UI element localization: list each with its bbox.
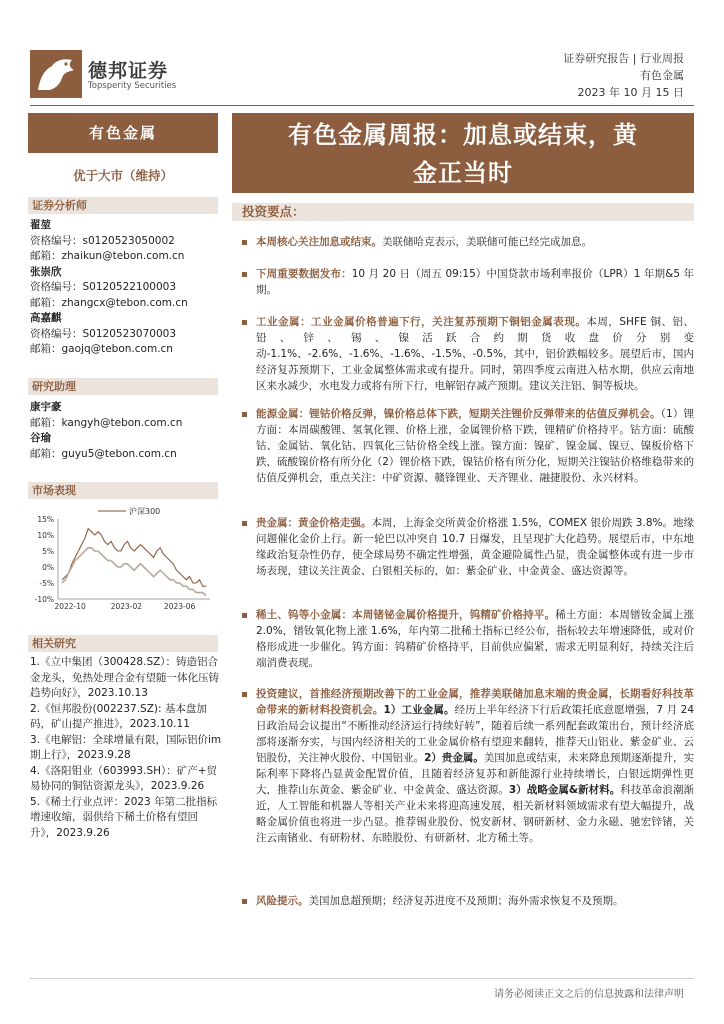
para-text: 本周，SHFE 铜、铝、铅、锌、锡、镍活跃合约期货收盘价分别变动-1.1%、-2.6%、-1.6%、-1.6%、-1.5%、-0.5%，其中，铝价跌幅较多。展望后市，国内经济复苏预期下，工业金属整体需求或有提升。同时，第四季度云南进入枯水期，供应云南地区来水减少，水电发力或将有所下行，电解铝存减产预期。建议关注铝、铜等板块。 bbox=[256, 316, 694, 392]
related-section-title: 相关研究 bbox=[28, 635, 218, 652]
related-item[interactable]: 2.《恒邦股份(002237.SZ): 基本盘加码，矿山提产推进》，2023.10.11 bbox=[30, 702, 207, 730]
para-lead: 下周重要数据发布： bbox=[256, 268, 352, 280]
para-text: 美联储哈克表示，美联储可能已经完成加息。 bbox=[382, 236, 592, 248]
analyst-email[interactable]: 邮箱：zhangcx@tebon.com.cn bbox=[30, 296, 188, 309]
para-minor-metals bbox=[242, 607, 694, 671]
title-line-1: 有色金属周报：加息或结束，黄 bbox=[288, 121, 638, 149]
industry-label: 有色金属 bbox=[28, 113, 218, 153]
para-sub-lead: 3）战略金属&新材料。 bbox=[508, 784, 621, 796]
assistant-email[interactable]: 邮箱：kangyh@tebon.com.cn bbox=[30, 416, 183, 429]
brand-name-en: Topsperity Securities bbox=[88, 81, 177, 91]
para-lead: 稀土、钨等小金属：本周锗铋金属价格提升，钨精矿价格持平。 bbox=[256, 609, 556, 621]
assistant-name: 康宇豪 bbox=[30, 401, 62, 413]
header-divider bbox=[30, 105, 694, 106]
assistant-list bbox=[30, 400, 218, 462]
legend-label: 沪深300 bbox=[129, 507, 161, 516]
para-lead: 贵金属：黄金价格走强。 bbox=[256, 517, 372, 529]
report-date: 2023 年 10 月 15 日 bbox=[577, 86, 684, 99]
analyst-cert: 资格编号：s0120523050002 bbox=[30, 234, 175, 247]
industry-rating: 优于大市（维持） bbox=[72, 168, 173, 183]
market-chart bbox=[28, 503, 218, 615]
report-industry: 有色金属 bbox=[640, 69, 684, 82]
para-text: 科技革命浪潮渐近，人工智能和机器人等相关产业未来将迎高速发展，相关新材料领域需求有望大幅提升，战略金属价值也将进一步凸显。推荐锡业股份、悦安新材、钢研新材、金力永磁、驰宏锌锗，关注云南锗业、有研粉材、东睦股份、有研新材、北方稀土等。 bbox=[256, 784, 695, 844]
related-item[interactable]: 4.《洛阳钼业（603993.SH）：矿产+贸易协同的铜钴资源龙头》，2023.9.26 bbox=[30, 764, 218, 792]
assistant-name: 谷瑜 bbox=[30, 432, 51, 444]
assistant-email[interactable]: 邮箱：guyu5@tebon.com.cn bbox=[30, 447, 177, 460]
para-lead: 工业金属：工业金属价格普遍下行，关注复苏预期下铜铝金属表现。 bbox=[256, 316, 587, 328]
investment-highlights-heading: 投资要点： bbox=[232, 203, 694, 221]
analyst-email[interactable]: 邮箱：gaojq@tebon.com.cn bbox=[30, 343, 173, 355]
para-energy-metals bbox=[242, 406, 694, 486]
report-meta bbox=[563, 50, 684, 101]
para-sub-lead: 2）贵金属。 bbox=[424, 752, 484, 764]
brand-logo bbox=[30, 50, 190, 100]
related-research-list bbox=[30, 655, 222, 841]
para-text: 稀土方面：本周镨钕金属上涨 2.0%，镨钕氧化物上涨 1.6%，年内第二批稀土指标已经公布，指标较去年增速降低，或对价格形成进一步催化。钨方面：钨精矿价格持平，目前供应偏紧，需求无明显利好，持续关注后端消费表现。 bbox=[256, 609, 694, 669]
para-text: 10 月 20 日（周五 09:15）中国贷款市场利率报价（LPR）1 年期&5 年期。 bbox=[256, 268, 694, 296]
analyst-section-title: 证券分析师 bbox=[28, 197, 218, 214]
related-item[interactable]: 5.《稀土行业点评：2023 年第二批指标增速收缩，弱供给下稀土价格有望回升》，2023.9.26 bbox=[30, 795, 218, 839]
analyst-email[interactable]: 邮箱：zhaikun@tebon.com.cn bbox=[30, 250, 185, 262]
series-line-hs300 bbox=[62, 548, 206, 596]
para-risk bbox=[242, 893, 694, 909]
para-precious-metals bbox=[242, 515, 694, 579]
para-lead: 投资建议，首推经济预期改善下的工业金属，推荐美联储加息末端的贵金属，长期看好科技革命带来的新材料投资机会。 bbox=[256, 688, 694, 716]
brand-mark-icon bbox=[30, 50, 82, 98]
y-tick-label: 15% bbox=[37, 515, 54, 524]
para-text: 美国加息或结束，未来降息预期逐渐提升，实际利率下降将凸显黄金配置价值，且随着经济复苏和新能源行业持续增长，白银远期弹性更大，推荐山东黄金、紫金矿业、中金黄金、盛达资源。 bbox=[256, 752, 695, 796]
assistant-section-title: 研究助理 bbox=[28, 378, 218, 395]
para-core-focus bbox=[242, 234, 694, 250]
analyst-cert: 资格编号：S0120522100003 bbox=[30, 281, 177, 293]
report-title bbox=[232, 113, 694, 193]
analyst-name: 张崇欣 bbox=[30, 265, 62, 278]
related-item[interactable]: 3.《电解铝：全球增量有限，国际铝价im期上行》，2023.9.28 bbox=[30, 733, 222, 761]
market-section-title: 市场表现 bbox=[28, 482, 218, 499]
para-text: 本周，上海金交所黄金价格涨 1.5%，COMEX 银价周跌 3.8%。地缘问题催化金价上行。新一轮巴以冲突自 10.7 日爆发，且呈现扩大化趋势。展望后市，中东地缘政治复杂性仍存，使全球局势不确定性增强，黄金避险属性凸显，贵金属整体或有进一步市场表现，建议关注黄金、白银相关标的，如：紫金矿业、中金黄金、盛达资源等。 bbox=[256, 517, 694, 577]
para-text: （1）锂方面：本周碳酸锂、氢氧化锂、价格上涨，金属锂价格下跌，锂精矿价格持平。钴方面：硫酸钴、金属钴、氧化钴、四氧化三钴价格全线上涨。镍方面：镍矿、镍金属、镍豆、镍板价格下跌，硫酸镍价格有所分化（2）锂价格下跌，镍钴价格有所分化，短期关注镍钴价格维稳带来的估值反弹机会，重点关注：中矿资源、赣锋锂业、天齐锂业、融捷股份、永兴材料。 bbox=[256, 408, 694, 484]
analyst-list bbox=[30, 218, 218, 358]
y-tick-label: 5% bbox=[42, 547, 54, 556]
analyst-cert: 资格编号：S0120523070003 bbox=[30, 327, 177, 340]
para-industrial-metals bbox=[242, 314, 694, 394]
para-data-release bbox=[242, 266, 694, 298]
y-tick-label: -5% bbox=[39, 579, 54, 588]
series-line-industry bbox=[62, 529, 206, 587]
y-tick-label: 10% bbox=[37, 531, 54, 540]
para-text: 美国加息超预期；经济复苏进度不及预期；海外需求恢复不及预期。 bbox=[308, 895, 624, 907]
analyst-name: 高嘉麒 bbox=[30, 312, 62, 324]
brand-name-cn: 德邦证券 bbox=[88, 60, 169, 82]
x-tick-label: 2022-10 bbox=[54, 602, 86, 611]
para-lead: 本周核心关注加息或结束。 bbox=[256, 236, 382, 248]
para-sub-lead: 1）工业金属。 bbox=[383, 704, 455, 716]
market-chart-svg bbox=[28, 503, 218, 615]
footer-disclaimer: 请务必阅读正文之后的信息披露和法律声明 bbox=[494, 989, 684, 1000]
report-type: 证券研究报告 | 行业周报 bbox=[563, 52, 684, 65]
para-lead: 风险提示。 bbox=[256, 895, 309, 907]
x-tick-label: 2023-02 bbox=[110, 602, 143, 611]
x-tick-label: 2023-06 bbox=[163, 602, 196, 611]
analyst-name: 翟堃 bbox=[30, 219, 51, 231]
footer-divider bbox=[30, 978, 694, 979]
y-tick-label: 0% bbox=[42, 563, 54, 572]
title-line-2: 金正当时 bbox=[413, 159, 513, 187]
related-item[interactable]: 1.《立中集团（300428.SZ）：铸造铝合金龙头，免热处理合金有望随一体化压铸趋势向好》，2023.10.13 bbox=[30, 656, 219, 699]
para-investment-advice bbox=[242, 686, 694, 846]
para-lead: 能源金属：锂钴价格反弹，镍价格总体下跌，短期关注锂价反弹带来的估值反弹机会。 bbox=[256, 408, 661, 420]
para-text: 经历上半年经济下行后政策托底意愿增强，7 月 24 日政治局会议提出“不断推动经济运行持续好转”，随着后续一系列配套政策出台，预计经济底部将逐渐夯实，与国内经济相关的工业金属价格有望迎来翻转，推荐天山铝业、紫金矿业、云铝股份，关注神火股份、中国铝业。 bbox=[256, 704, 695, 764]
y-tick-label: -10% bbox=[34, 595, 54, 604]
